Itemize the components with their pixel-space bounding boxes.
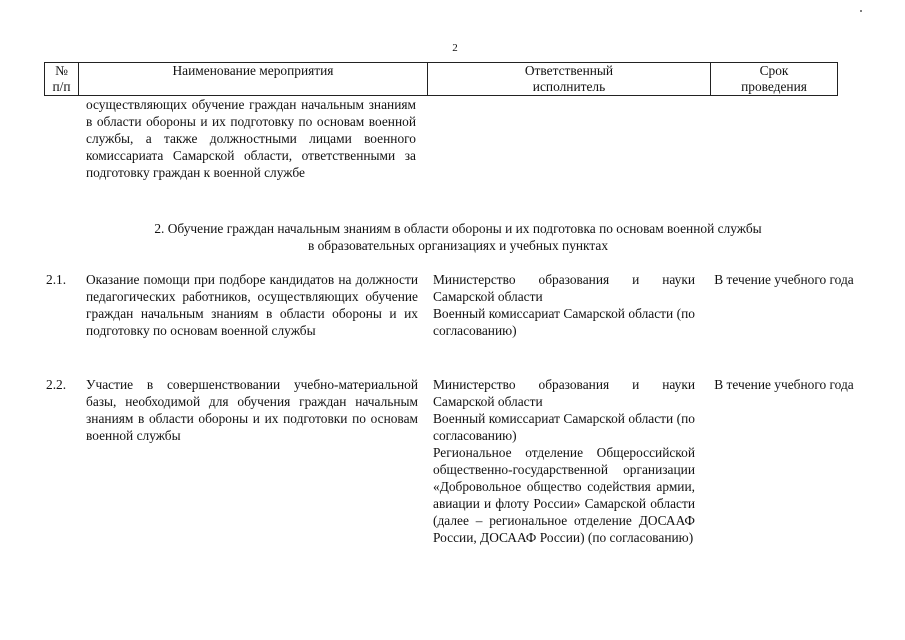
section-title-line1: 2. Обучение граждан начальным знаниям в области обороны и их подготовка по основам военной службы <box>154 221 762 236</box>
header-col-responsible <box>428 63 711 96</box>
row-number: 2.1. <box>46 272 67 287</box>
header-col-responsible-line1: Ответственный <box>524 63 614 78</box>
responsible-item: Военный комиссариат Самарской области (по согласованию) <box>433 411 695 443</box>
responsible-item: Министерство образования и науки Самарской области <box>433 377 695 409</box>
row-responsible <box>433 271 695 339</box>
row-term: В течение учебного года <box>714 272 854 287</box>
responsible-item: Региональное отделение Общероссийской общественно-государственной организации «Добровольное общество содействия армии, авиации и флоту России» Самарской области (далее – региональное отделение ДОСААФ России, ДОСААФ России) (по согласованию) <box>433 445 695 545</box>
section-title-line2: в образовательных организациях и учебных пунктах <box>307 238 609 253</box>
header-col-name-text: Наименование мероприятия <box>172 63 334 78</box>
row-term: В течение учебного года <box>714 377 854 392</box>
header-col-num-line2: п/п <box>52 79 71 94</box>
header-col-term-line2: проведения <box>741 79 807 94</box>
header-col-responsible-line2: исполнитель <box>532 79 606 94</box>
scan-dot <box>860 10 862 12</box>
header-col-num <box>45 63 79 96</box>
header-col-name <box>79 63 428 96</box>
row-name: Участие в совершенствовании учебно-материальной базы, необходимой для обучения граждан начальным знаниям в области обороны и их подготовки по основам военной службы <box>86 377 418 443</box>
responsible-item: Министерство образования и науки Самарской области <box>433 272 695 304</box>
responsible-item: Военный комиссариат Самарской области (по согласованию) <box>433 306 695 338</box>
continuation-text: осуществляющих обучение граждан начальным знаниям в области обороны и их подготовку по основам военной службы, а также должностными лицами военного комиссариата Самарской области, ответственными за подготовку граждан к военной службе <box>86 97 416 180</box>
section-title <box>60 220 856 254</box>
row-responsible <box>433 376 695 546</box>
header-col-num-line1: № <box>55 63 68 78</box>
row-name: Оказание помощи при подборе кандидатов на должности педагогических работников, осуществляющих обучение граждан начальным знаниям в области обороны и их подготовку по основам военной службы <box>86 272 418 338</box>
header-col-term-line1: Срок <box>759 63 789 78</box>
row-number: 2.2. <box>46 377 67 392</box>
header-col-term <box>711 63 838 96</box>
page-number: 2 <box>452 42 458 54</box>
table-header <box>44 62 838 96</box>
